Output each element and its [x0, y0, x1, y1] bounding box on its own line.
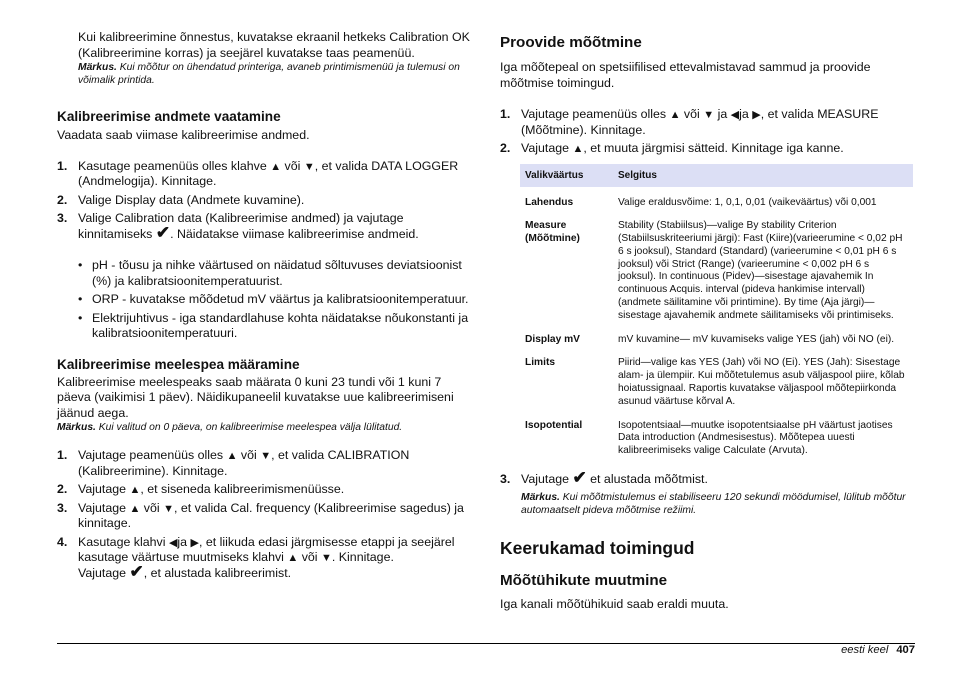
- review-step-1: 1. Kasutage peamenüüs olles klahve ▲ või ▼, et valida DATA LOGGER (Andmelogija). Kinnitage.: [57, 158, 459, 188]
- calibration-ok-text: Kui kalibreerimine õnnestus, kuvatakse ekraanil hetkeks Calibration OK (Kalibreerimine korras) ja seejärel kuvatakse taas peamenüü.: [78, 30, 470, 60]
- printer-note: [78, 61, 472, 87]
- reminder-intro: Kalibreerimise meelespeaks saab määrata 0 kuni 23 tundi või 1 kuni 7 päeva (vaikimisi 1 päev). Näidikupaneelil kuvatakse uue kalibreerimiseni jäänud aega.: [57, 374, 454, 420]
- down-arrow-icon: ▼: [703, 109, 715, 121]
- reminder-heading: Kalibreerimise meelespea määramine: [57, 356, 300, 372]
- footer-language: eesti keel: [841, 644, 889, 656]
- down-arrow-icon: ▼: [260, 450, 272, 462]
- page-number: 407: [896, 644, 915, 656]
- table-header-option: Valikväärtus: [520, 164, 613, 187]
- check-icon: ✔: [155, 222, 171, 242]
- right-column: [500, 30, 915, 612]
- review-bullets: [57, 258, 472, 342]
- note-text: Kui mõõtmistulemus ei stabiliseeru 120 sekundi möödumisel, lülitub mõõtur automaatselt pideva mõõtmise režiimi.: [521, 491, 906, 516]
- table-header-row: [520, 164, 913, 187]
- bullet-ph: • pH - tõusu ja nihke väärtused on näidatud sõltuvuses deviatsioonist (%) ja kalibratsioonitemperatuurist.: [57, 258, 472, 289]
- table-cell-key: Isopotential: [525, 419, 583, 431]
- left-arrow-icon: ◀: [730, 109, 740, 121]
- left-column: [57, 30, 472, 581]
- stability-note: [500, 491, 915, 517]
- review-intro: Vaadata saab viimase kalibreerimise andmed.: [57, 128, 310, 142]
- check-icon: ✔: [129, 561, 144, 581]
- table-cell-key: Display mV: [525, 333, 580, 345]
- sample-step-3-list: [500, 468, 915, 488]
- sample-step-2: 2. Vajutage ▲, et muuta järgmisi sätteid. Kinnitage iga kanne.: [500, 141, 844, 155]
- table-row: [520, 331, 913, 355]
- right-arrow-icon: ▶: [752, 109, 761, 121]
- reminder-step-2: 2. Vajutage ▲, et siseneda kalibreerimismenüüsse.: [57, 482, 345, 496]
- review-steps: [57, 159, 472, 243]
- reminder-steps: [57, 448, 472, 581]
- table-cell-value: mV kuvamine— mV kuvamiseks valige YES (jah) või NO (ei).: [618, 333, 895, 345]
- footer-rule: [57, 643, 915, 644]
- units-text: Iga kanali mõõtühikuid saab eraldi muuta.: [500, 596, 729, 611]
- table-row: [520, 217, 913, 330]
- check-icon: ✔: [572, 468, 587, 488]
- down-arrow-icon: ▼: [163, 502, 174, 515]
- table-header-description: Selgitus: [613, 164, 913, 187]
- note-label: Märkus.: [57, 422, 96, 433]
- settings-table: [520, 164, 913, 467]
- sample-intro: Iga mõõtepeal on spetsiifilised ettevalmistavad sammud ja proovide mõõtmise toimingud.: [500, 60, 871, 90]
- review-heading: Kalibreerimise andmete vaatamine: [57, 109, 281, 124]
- bullet-conductivity: • Elektrijuhtivus - iga standardlahuse kohta näidatakse nõukonstanti ja kalibratsioonitemperatuuri.: [57, 311, 472, 342]
- bullet-orp: • ORP - kuvatakse mõõdetud mV väärtus ja kalibratsioonitemperatuur.: [57, 292, 472, 308]
- sample-step-3: 3. Vajutage ✔ et alustada mõõtmist.: [500, 468, 708, 488]
- up-arrow-icon: ▲: [270, 160, 282, 173]
- up-arrow-icon: ▲: [129, 484, 141, 496]
- sample-steps: [500, 107, 915, 157]
- up-arrow-icon: ▲: [226, 450, 238, 462]
- table-row: [520, 354, 913, 416]
- left-arrow-icon: ◀: [168, 536, 178, 549]
- table-cell-value: Isopotentsiaal—muutke isopotentsiaalse pH väärtust jaotises Data introduction (Andmesisestus). Mõõtepea uuesti kalibreerimiseks valige Calculate (Arvuta).: [618, 419, 893, 457]
- advanced-heading: Keerukamad toimingud: [500, 537, 695, 558]
- table-cell-value: Piirid—valige kas YES (Jah) või NO (Ei). YES (Jah): Sisestage alam- ja ülempiir. Kui mõõtetulemus asub väljaspool piire, kõlab hoiatussignaal. Raportis kuvatakse väljaspool mõõtepiirkonda asunud väärtuse kõrval A.: [618, 357, 905, 407]
- up-arrow-icon: ▲: [572, 143, 584, 155]
- up-arrow-icon: ▲: [287, 552, 299, 564]
- calibration-ok-block: [57, 30, 472, 87]
- table-row: [520, 187, 913, 218]
- down-arrow-icon: ▼: [321, 552, 332, 564]
- down-arrow-icon: ▼: [303, 160, 315, 173]
- table-cell-key: Lahendus: [525, 196, 574, 208]
- table-row: [520, 417, 913, 466]
- reminder-step-1: 1. Vajutage peamenüüs olles ▲ või ▼, et valida CALIBRATION (Kalibreerimine). Kinnitage.: [57, 448, 410, 478]
- right-arrow-icon: ▶: [190, 536, 199, 549]
- table-cell-value: Stability (Stabiilsus)—valige By stability Criterion (Stabiilsuskriteeriumi järgi): Fast (Kiire)(varieerumine < 0,02 pH 6 s jooksul), Standard (Standard) (varieerumine < 0,01 pH 6 s jooksul) või Strict (Range) (varieerumine < 0,002 pH 6 s jooksul). In continuous (Pidev)—sisestage ajavahemik In continuous Acquis. interval (pideva hankimise intervall) (andmete säilitamine või printimine). By time (Aja järgi)—sisestage ajavahemik andmete säilitamiseks või printimiseks.: [618, 220, 903, 321]
- reminder-step-3: 3. Vajutage ▲ või ▼, et valida Cal. frequency (Kalibreerimise sagedus) ja kinnitage.: [57, 500, 464, 530]
- sample-heading: Proovide mõõtmine: [500, 34, 642, 51]
- table-cell-key: Limits: [525, 357, 556, 369]
- table-cell-key: Measure (Mõõtmine): [525, 220, 580, 245]
- review-step-2: 2. Valige Display data (Andmete kuvamine).: [57, 192, 305, 207]
- note-label: Märkus.: [521, 491, 560, 503]
- review-step-3: 3. Valige Calibration data (Kalibreerimise andmed) ja vajutage kinnitamiseks ✔. Näidatakse viimase kalibreerimise andmeid.: [57, 211, 419, 242]
- reminder-note: [57, 421, 472, 434]
- note-text: Kui valitud on 0 päeva, on kalibreerimise meelespea välja lülitatud.: [98, 422, 403, 433]
- units-heading: Mõõtühikute muutmine: [500, 571, 668, 589]
- sample-step-1: 1. Vajutage peamenüüs olles ▲ või ▼ ja ◀ja ▶, et valida MEASURE (Mõõtmine). Kinnitage.: [500, 107, 879, 137]
- page-footer: [841, 643, 915, 657]
- note-text: Kui mõõtur on ühendatud printeriga, avaneb printimismenüü ja tulemusi on võimalik printida.: [78, 62, 460, 86]
- note-label: Märkus.: [78, 62, 117, 73]
- up-arrow-icon: ▲: [129, 502, 141, 515]
- reminder-step-4: 4. Kasutage klahvi ◀ja ▶, et liikuda edasi järgmisesse etappi ja seejärel kasutage väärtuse muutmiseks klahvi ▲ või ▼. Kinnitage. Vajutage ✔, et alustada kalibreerimist.: [57, 534, 455, 581]
- up-arrow-icon: ▲: [669, 109, 681, 121]
- table-cell-value: Valige eraldusvõime: 1, 0,1, 0,01 (vaikeväärtus) või 0,001: [618, 196, 877, 208]
